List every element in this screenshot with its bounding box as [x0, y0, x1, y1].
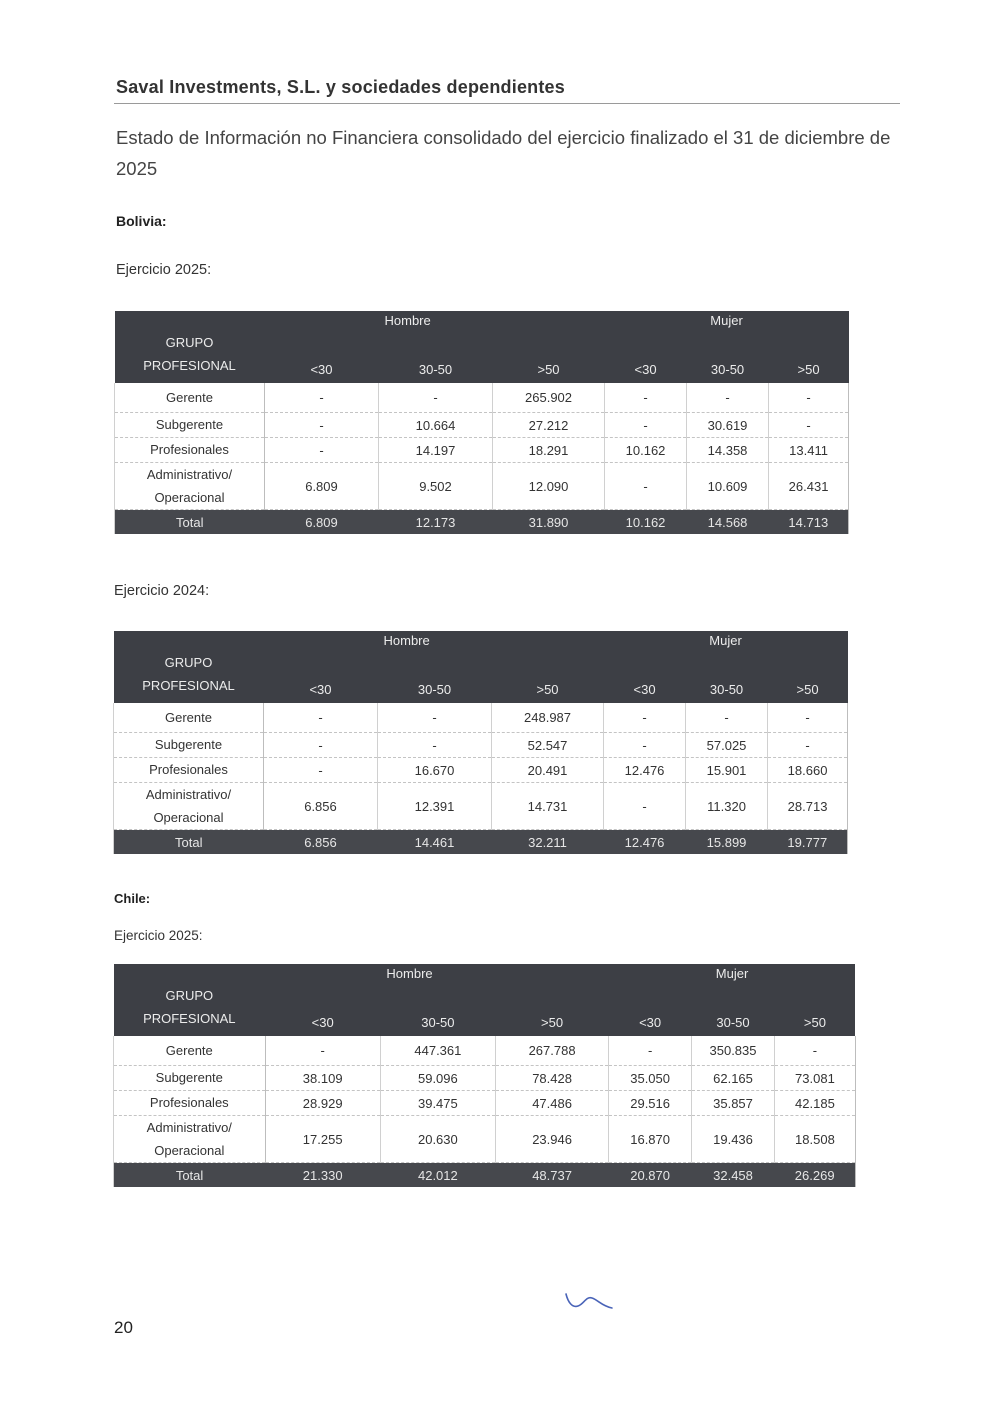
total-cell: 26.269 — [774, 1163, 855, 1188]
table-cell: - — [265, 1036, 380, 1066]
table-cell: 27.212 — [493, 413, 605, 438]
table-cell: 13.411 — [769, 438, 849, 463]
age-header: >50 — [768, 662, 848, 703]
total-cell: 20.870 — [609, 1163, 692, 1188]
table-cell: 265.902 — [493, 383, 605, 413]
table-cell: 447.361 — [380, 1036, 495, 1066]
table-cell: 267.788 — [495, 1036, 608, 1066]
age-header: 30-50 — [379, 342, 493, 383]
table-cell: 12.476 — [604, 758, 686, 783]
total-row — [114, 1163, 856, 1188]
table-row — [115, 383, 849, 413]
table-cell: 30.619 — [687, 413, 769, 438]
salary-table — [114, 311, 849, 534]
table-cell: 10.664 — [379, 413, 493, 438]
hombre-header: Hombre — [265, 964, 609, 995]
table-cell: - — [605, 413, 687, 438]
total-label: Total — [114, 1163, 266, 1188]
table-cell: 35.857 — [692, 1091, 775, 1116]
age-header: >50 — [495, 995, 608, 1036]
table-cell: 20.630 — [380, 1116, 495, 1163]
row-label: Gerente — [115, 383, 265, 413]
table-cell: 14.358 — [687, 438, 769, 463]
age-header: <30 — [265, 995, 380, 1036]
table-cell: 20.491 — [492, 758, 604, 783]
table-cell: 62.165 — [692, 1066, 775, 1091]
row-label: Subgerente — [115, 413, 265, 438]
table-cell: - — [686, 703, 768, 733]
page-number: 20 — [114, 1318, 133, 1337]
age-header: <30 — [265, 342, 379, 383]
row-label: Gerente — [114, 703, 264, 733]
table-cell: - — [604, 703, 686, 733]
table-cell: - — [605, 383, 687, 413]
table-cell: 350.835 — [692, 1036, 775, 1066]
table-row — [114, 703, 848, 733]
age-header: >50 — [769, 342, 849, 383]
total-row — [114, 830, 848, 855]
salary-table — [113, 631, 848, 854]
age-header: <30 — [605, 342, 687, 383]
table-cell: 15.901 — [686, 758, 768, 783]
row-label: Administrativo/ Operacional — [114, 1116, 266, 1163]
table-cell: - — [604, 783, 686, 830]
table-cell: 35.050 — [609, 1066, 692, 1091]
mujer-header: Mujer — [604, 631, 848, 662]
table-cell: 6.809 — [265, 463, 379, 510]
table-cell: - — [609, 1036, 692, 1066]
hombre-header: Hombre — [265, 311, 605, 342]
table-cell: 248.987 — [492, 703, 604, 733]
table-row — [114, 733, 848, 758]
section-period-chile-2025: Ejercicio 2025: — [114, 928, 203, 943]
total-cell: 10.162 — [605, 510, 687, 535]
age-header: <30 — [609, 995, 692, 1036]
group-header: GRUPO PROFESIONAL — [115, 311, 265, 383]
table-cell: 23.946 — [495, 1116, 608, 1163]
total-cell: 14.568 — [687, 510, 769, 535]
section-period-bolivia-2025: Ejercicio 2025: — [116, 262, 212, 278]
mujer-header: Mujer — [609, 964, 856, 995]
age-header: 30-50 — [686, 662, 768, 703]
table-row — [114, 758, 848, 783]
row-label: Profesionales — [114, 1091, 266, 1116]
row-label: Subgerente — [114, 1066, 266, 1091]
table-row — [115, 413, 849, 438]
total-label: Total — [114, 830, 264, 855]
table-cell: - — [774, 1036, 855, 1066]
table-cell: 10.609 — [687, 463, 769, 510]
table-cell: - — [768, 703, 848, 733]
table-cell: 57.025 — [686, 733, 768, 758]
table-row — [114, 1066, 856, 1091]
table-cell: 78.428 — [495, 1066, 608, 1091]
table-row — [115, 463, 849, 510]
table-cell: 18.660 — [768, 758, 848, 783]
table-cell: 29.516 — [609, 1091, 692, 1116]
salary-table — [113, 964, 856, 1187]
row-label: Gerente — [114, 1036, 266, 1066]
table-cell: 52.547 — [492, 733, 604, 758]
age-header: >50 — [493, 342, 605, 383]
row-label: Subgerente — [114, 733, 264, 758]
table-cell: - — [605, 463, 687, 510]
company-header: Saval Investments, S.L. y sociedades dependientes — [116, 77, 565, 97]
table-cell: - — [264, 703, 378, 733]
mujer-header: Mujer — [605, 311, 849, 342]
table-cell: - — [265, 383, 379, 413]
table-cell: 14.197 — [379, 438, 493, 463]
table-row — [115, 438, 849, 463]
table-cell: 47.486 — [495, 1091, 608, 1116]
age-header: <30 — [264, 662, 378, 703]
row-label: Profesionales — [115, 438, 265, 463]
table-cell: 16.870 — [609, 1116, 692, 1163]
age-header: 30-50 — [380, 995, 495, 1036]
total-row — [115, 510, 849, 535]
table-cell: 39.475 — [380, 1091, 495, 1116]
table-cell: - — [687, 383, 769, 413]
table-cell: - — [265, 413, 379, 438]
table-cell: - — [379, 383, 493, 413]
table-row — [114, 1116, 856, 1163]
table-cell: 12.090 — [493, 463, 605, 510]
document-subtitle: Estado de Información no Financiera consolidado del ejercicio finalizado el 31 de diciembre de 2025 — [116, 127, 891, 179]
age-header: 30-50 — [378, 662, 492, 703]
total-cell: 14.461 — [378, 830, 492, 855]
total-label: Total — [115, 510, 265, 535]
signature-mark — [562, 1288, 622, 1316]
table-cell: 19.436 — [692, 1116, 775, 1163]
table-cell: 9.502 — [379, 463, 493, 510]
table-cell: 18.508 — [774, 1116, 855, 1163]
total-cell: 15.899 — [686, 830, 768, 855]
table-cell: - — [769, 413, 849, 438]
table-cell: - — [378, 703, 492, 733]
age-header: >50 — [492, 662, 604, 703]
age-header: >50 — [774, 995, 855, 1036]
table-cell: 73.081 — [774, 1066, 855, 1091]
table-cell: - — [265, 438, 379, 463]
table-cell: 14.731 — [492, 783, 604, 830]
total-cell: 12.173 — [379, 510, 493, 535]
table-cell: 28.713 — [768, 783, 848, 830]
total-cell: 32.458 — [692, 1163, 775, 1188]
table-row — [114, 1036, 856, 1066]
total-cell: 32.211 — [492, 830, 604, 855]
table-cell: - — [264, 758, 378, 783]
group-header: GRUPO PROFESIONAL — [114, 964, 266, 1036]
section-country-bolivia: Bolivia: — [116, 213, 167, 229]
table-cell: 12.391 — [378, 783, 492, 830]
table-cell: 38.109 — [265, 1066, 380, 1091]
total-cell: 21.330 — [265, 1163, 380, 1188]
table-cell: 11.320 — [686, 783, 768, 830]
row-label: Administrativo/ Operacional — [115, 463, 265, 510]
total-cell: 19.777 — [768, 830, 848, 855]
section-period-bolivia-2024: Ejercicio 2024: — [114, 583, 210, 599]
table-cell: - — [378, 733, 492, 758]
table-row — [114, 783, 848, 830]
table-cell: - — [768, 733, 848, 758]
total-cell: 31.890 — [493, 510, 605, 535]
table-cell: 17.255 — [265, 1116, 380, 1163]
row-label: Administrativo/ Operacional — [114, 783, 264, 830]
group-header: GRUPO PROFESIONAL — [114, 631, 264, 703]
total-cell: 14.713 — [769, 510, 849, 535]
table-cell: 42.185 — [774, 1091, 855, 1116]
table-cell: 18.291 — [493, 438, 605, 463]
table-cell: 59.096 — [380, 1066, 495, 1091]
table-cell: - — [769, 383, 849, 413]
row-label: Profesionales — [114, 758, 264, 783]
table-cell: 10.162 — [605, 438, 687, 463]
table-cell: 26.431 — [769, 463, 849, 510]
table-cell: 16.670 — [378, 758, 492, 783]
table-cell: - — [604, 733, 686, 758]
total-cell: 6.856 — [264, 830, 378, 855]
total-cell: 12.476 — [604, 830, 686, 855]
table-cell: 6.856 — [264, 783, 378, 830]
table-row — [114, 1091, 856, 1116]
header-rule — [114, 103, 900, 104]
age-header: 30-50 — [692, 995, 775, 1036]
hombre-header: Hombre — [264, 631, 604, 662]
table-cell: - — [264, 733, 378, 758]
table-cell: 28.929 — [265, 1091, 380, 1116]
section-country-chile: Chile: — [114, 891, 151, 906]
total-cell: 42.012 — [380, 1163, 495, 1188]
total-cell: 6.809 — [265, 510, 379, 535]
total-cell: 48.737 — [495, 1163, 608, 1188]
age-header: <30 — [604, 662, 686, 703]
age-header: 30-50 — [687, 342, 769, 383]
